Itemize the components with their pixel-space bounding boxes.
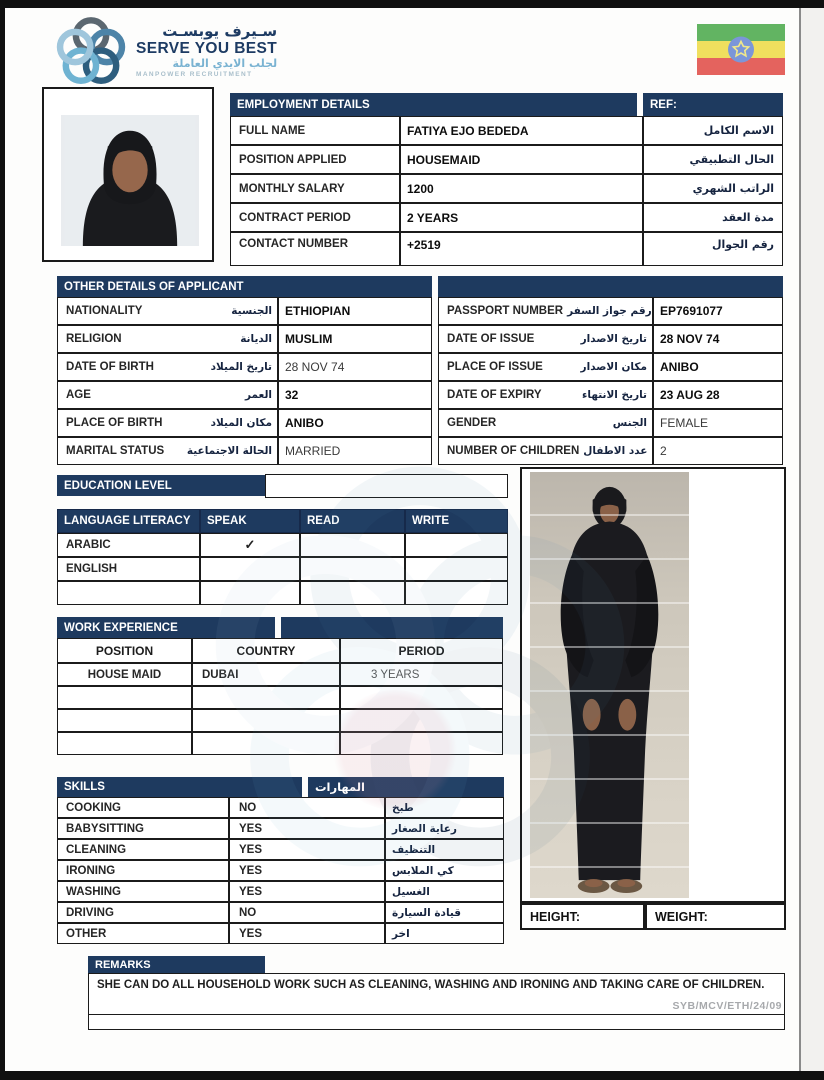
tiled-wall-background	[530, 472, 689, 898]
field-label: FULL NAME	[230, 116, 400, 145]
employment-details-section	[230, 93, 783, 266]
field-label-cell: MARITAL STATUS الحالة الاجتماعية	[57, 437, 278, 465]
weight-label: WEIGHT:	[645, 903, 786, 930]
language-literacy-table	[57, 509, 508, 605]
field-value: 28 NOV 74	[278, 353, 432, 381]
ethiopia-flag-icon	[697, 24, 785, 75]
field-label-cell: NUMBER OF CHILDREN عدد الاطفال	[438, 437, 653, 465]
scan-edge-right	[799, 8, 801, 1071]
field-value: MARRIED	[278, 437, 432, 465]
table-row	[230, 145, 783, 174]
section-header-employment: EMPLOYMENT DETAILS	[230, 93, 637, 116]
field-label: CONTACT NUMBER	[230, 232, 400, 266]
field-label-cell: DATE OF EXPIRY تاريخ الانتهاء	[438, 381, 653, 409]
field-label-cell: AGE العمر	[57, 381, 278, 409]
table-row: BABYSITTING YES رعاية الصغار	[57, 818, 504, 839]
field-label-arabic: الاسم الكامل	[643, 116, 783, 145]
section-header-skills-arabic: المهارات	[308, 777, 504, 797]
field-value: ANIBO	[653, 353, 783, 381]
table-row	[57, 409, 783, 437]
section-header-other-details-right	[438, 276, 783, 297]
work-experience-table	[57, 638, 503, 755]
field-label: MONTHLY SALARY	[230, 174, 400, 203]
language-name: ARABIC	[57, 533, 200, 557]
table-row	[57, 709, 503, 732]
field-label-arabic: مدة العقد	[643, 203, 783, 232]
field-label: CONTRACT PERIOD	[230, 203, 400, 232]
field-label-cell: PASSPORT NUMBER رقم جواز السفر	[438, 297, 653, 325]
field-label-cell: PLACE OF ISSUE مكان الاصدار	[438, 353, 653, 381]
brand-tagline: MANPOWER RECRUITMENT	[136, 70, 253, 78]
field-label-cell: GENDER الجنس	[438, 409, 653, 437]
scan-edge-left	[0, 0, 5, 1080]
portrait-photo-frame	[42, 87, 214, 262]
section-header-remarks: REMARKS	[88, 956, 265, 973]
field-value: 28 NOV 74	[653, 325, 783, 353]
field-value: 32	[278, 381, 432, 409]
table-row	[57, 686, 503, 709]
table-row	[230, 116, 783, 145]
scan-edge-bottom	[0, 1071, 824, 1080]
remarks-text: SHE CAN DO ALL HOUSEHOLD WORK SUCH AS CLEANING, WASHING AND IRONING AND TAKING CARE OF CHILDREN.	[89, 974, 784, 1015]
knot-logo-icon	[55, 16, 127, 88]
field-value: ETHIOPIAN	[278, 297, 432, 325]
table-row	[230, 174, 783, 203]
field-label-arabic: رقم الجوال	[643, 232, 783, 266]
table-row: DRIVING NO قيادة السيارة	[57, 902, 504, 923]
section-header-work-experience-wrap	[57, 617, 503, 638]
portrait-silhouette-icon	[61, 115, 199, 246]
skills-table	[57, 797, 504, 944]
table-row: IRONING YES كي الملابس	[57, 860, 504, 881]
table-row	[230, 232, 783, 266]
field-value: 23 AUG 28	[653, 381, 783, 409]
field-label-cell: DATE OF ISSUE تاريخ الاصدار	[438, 325, 653, 353]
brand-name-arabic: سـيرف يوبسـت	[162, 22, 278, 40]
section-header-work-experience: WORK EXPERIENCE	[57, 617, 275, 638]
brand-name: SERVE YOU BEST	[136, 40, 278, 57]
table-row: COOKING NO طبخ	[57, 797, 504, 818]
section-header-skills-wrap	[57, 777, 504, 797]
table-row	[57, 437, 783, 465]
language-name: ENGLISH	[57, 557, 200, 581]
table-row	[57, 732, 503, 755]
full-body-photo	[530, 472, 689, 898]
section-header-skills: SKILLS	[57, 777, 302, 797]
table-row	[230, 203, 783, 232]
reference-code: SYB/MCV/ETH/24/09	[672, 1000, 782, 1012]
table-row	[57, 581, 508, 605]
field-value: 1200	[400, 174, 643, 203]
table-row: OTHER YES اخر	[57, 923, 504, 944]
scan-margin-right	[801, 8, 824, 1071]
table-row	[57, 533, 508, 557]
brand-tagline-arabic: لجلب الايدي العاملة	[172, 57, 278, 71]
speak-checkmark-icon: ✓	[200, 533, 300, 557]
field-value: 2 YEARS	[400, 203, 643, 232]
field-label-cell: PLACE OF BIRTH مكان الميلاد	[57, 409, 278, 437]
field-label-cell: DATE OF BIRTH تاريخ الميلاد	[57, 353, 278, 381]
field-value: FEMALE	[653, 409, 783, 437]
height-label: HEIGHT:	[520, 903, 645, 930]
height-weight-row	[520, 903, 786, 930]
table-header-row: POSITION COUNTRY PERIOD	[57, 638, 503, 663]
table-row	[57, 353, 783, 381]
other-details-section	[57, 276, 783, 465]
table-row	[57, 557, 508, 581]
field-value: MUSLIM	[278, 325, 432, 353]
field-value: +2519	[400, 232, 643, 266]
field-label-cell: RELIGION الديانة	[57, 325, 278, 353]
field-value: HOUSEMAID	[400, 145, 643, 174]
education-level-value	[265, 474, 508, 498]
field-value: EP7691077	[653, 297, 783, 325]
ref-header: REF:	[643, 93, 783, 116]
full-body-photo-frame	[520, 467, 786, 903]
field-value: 2	[653, 437, 783, 465]
field-label-cell: NATIONALITY الجنسية	[57, 297, 278, 325]
portrait-photo	[61, 115, 199, 246]
field-label-arabic: الراتب الشهري	[643, 174, 783, 203]
table-row: CLEANING YES التنظيف	[57, 839, 504, 860]
table-header-row: LANGUAGE LITERACY SPEAK READ WRITE	[57, 509, 508, 533]
language-name	[57, 581, 200, 605]
field-label-arabic: الحال التطبيقي	[643, 145, 783, 174]
field-value: ANIBO	[278, 409, 432, 437]
section-header-other-details: OTHER DETAILS OF APPLICANT	[57, 276, 432, 297]
table-row	[57, 325, 783, 353]
table-row	[57, 297, 783, 325]
field-value: FATIYA EJO BEDEDA	[400, 116, 643, 145]
field-label: POSITION APPLIED	[230, 145, 400, 174]
table-row: WASHING YES الغسيل	[57, 881, 504, 902]
table-row: HOUSE MAID DUBAI 3 YEARS	[57, 663, 503, 686]
scan-edge-top	[0, 0, 824, 8]
agency-logo	[55, 16, 277, 88]
table-row	[57, 381, 783, 409]
section-header-education: EDUCATION LEVEL	[57, 475, 265, 496]
